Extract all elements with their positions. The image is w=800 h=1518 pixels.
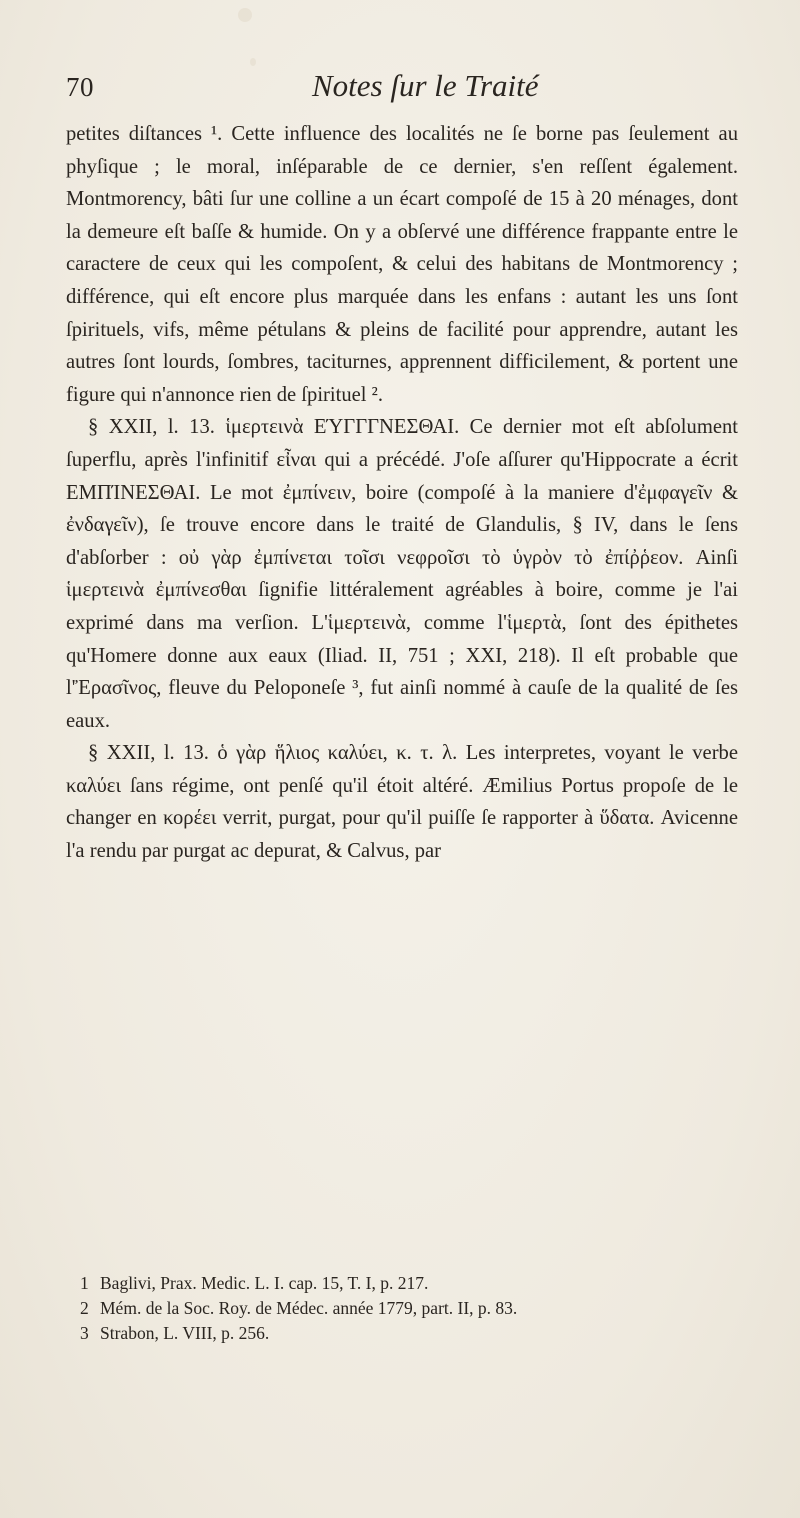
running-title: Notes ſur le Traité [312, 68, 539, 103]
footnotes [80, 1271, 740, 1346]
footnote [80, 1296, 740, 1321]
footnote-text: Baglivi, Prax. Medic. L. I. cap. 15, T. I, p. 217. [100, 1273, 429, 1293]
page-header [66, 68, 738, 112]
footnote-mark: 3 [80, 1323, 89, 1343]
body-text [66, 118, 738, 868]
footnote [80, 1321, 740, 1346]
footnote-mark: 2 [80, 1298, 89, 1318]
paragraph-1: petites diſtances ¹. Cette influence des localités ne ſe borne pas ſeulement au phyſique ; le moral, inſéparable de ce dernier, s'en reſſent également. Montmorency, bâti ſur une colline a un écart compoſé de 15 à 20 ménages, dont la demeure eſt baſſe & humide. On y a obſervé une différence frappante entre le caractere de ceux qui les compoſent, & celui des habitans de Montmorency ; différence, qui eſt encore plus marquée dans les enfans : autant les uns ſont ſpirituels, vifs, même pétulans & pleins de facilité pour apprendre, autant les autres ſont lourds, ſombres, taciturnes, apprennent difficilement, & portent une figure qui n'annonce rien de ſpirituel ². [66, 123, 738, 406]
footnote-text: Mém. de la Soc. Roy. de Médec. année 1779, part. II, p. 83. [100, 1298, 518, 1318]
paper-stain [238, 8, 252, 22]
paragraph-2: § XXII, l. 13. ἱμερτεινὰ ΕΎΓΓΓΝΕΣΘΑΙ. Ce dernier mot eſt abſolument ſuperflu, après l'infinitif εἶναι qui a précédé. J'oſe aſſurer qu'Hippocrate a écrit ΕΜΠΊΝΕΣΘΑΙ. Le mot ἐμπίνειν, boire (compoſé à la maniere d'ἐμφαγεῖν & ἐνδαγεῖν), ſe trouve encore dans le traité de Glandulis, § IV, dans le ſens d'abſorber : οὐ γὰρ ἐμπίνεται τοῖσι νεφροῖσι τὸ ὑγρὸν τὸ ἐπίῤῥεον. Ainſi ἱμερτεινὰ ἐμπίνεσθαι ſignifie littéralement agréables à boire, comme je l'ai exprimé dans ma verſion. L'ἱμερτεινὰ, comme l'ἱμερτὰ, ſont des épithetes qu'Homere donne aux eaux (Iliad. II, 751 ; XXI, 218). Il eſt probable que l'Ἐρασῖνος, fleuve du Peloponeſe ³, fut ainſi nommé à cauſe de la qualité de ſes eaux. [66, 416, 738, 732]
paragraph-3: § XXII, l. 13. ὁ γὰρ ἥλιος καλύει, κ. τ. λ. Les interpretes, voyant le verbe καλύει ſans régime, ont penſé qu'il étoit altéré. Æmilius Portus propoſe de le changer en κορέει verrit, purgat, pour qu'il puiſſe ſe rapporter à ὕδατα. Avicenne l'a rendu par purgat ac depurat, & Calvus, par [66, 742, 738, 863]
footnote [80, 1271, 740, 1296]
footnote-mark: 1 [80, 1273, 89, 1293]
page-number: 70 [66, 72, 94, 102]
footnote-text: Strabon, L. VIII, p. 256. [100, 1323, 270, 1343]
paper-stain [250, 58, 256, 66]
